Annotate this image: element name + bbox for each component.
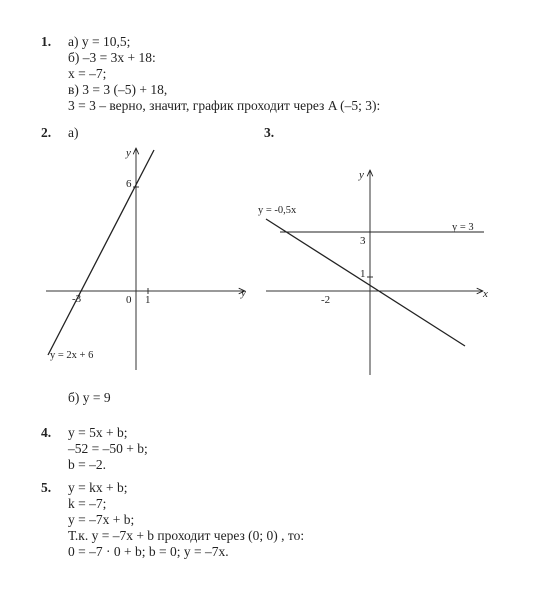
problem-1-line-d: 3 = 3 – верно, значит, график проходит через A (–5; 3): xyxy=(68,98,381,113)
graph-2-x-label: x xyxy=(483,288,488,300)
graph-1-tick-label-1: 1 xyxy=(145,294,151,306)
problem-2-number: 2. xyxy=(41,125,52,140)
graph-2-series-label-y3: y = 3 xyxy=(452,222,474,233)
graph-2-series-label-line: y = -0,5x xyxy=(258,205,297,216)
graph-1-tick-label-m3: -3 xyxy=(72,293,82,305)
graph-2-line xyxy=(266,219,465,346)
problem-1-number: 1. xyxy=(41,34,52,49)
problem-1-line-b2: x = –7; xyxy=(68,66,107,81)
problem-1-line-c: в) 3 = 3 (–5) + 18, xyxy=(68,82,168,97)
problem-4-number: 4. xyxy=(41,425,52,440)
problem-4-line-1: y = 5x + b; xyxy=(68,425,128,440)
problem-5-line-4: Т.к. y = –7x + b проходит через (0; 0) , то: xyxy=(68,528,305,543)
problem-5-line-5: 0 = –7 · 0 + b; b = 0; y = –7x. xyxy=(68,544,229,559)
problem-4-line-2: –52 = –50 + b; xyxy=(68,441,148,456)
problem-2-part-a: а) xyxy=(68,125,79,140)
graph-1-x-label: y xyxy=(241,287,246,299)
problem-1-line-b: б) –3 = 3x + 18: xyxy=(68,50,156,65)
graph-1-tick-label-6: 6 xyxy=(126,178,132,190)
graph-2-tick-label-3: 3 xyxy=(360,235,366,247)
graph-1-y-label: y xyxy=(126,147,131,159)
problem-1-line-a: а) y = 10,5; xyxy=(68,34,131,49)
problem-5-number: 5. xyxy=(41,480,52,495)
problem-2-part-b: б) y = 9 xyxy=(68,390,111,405)
problem-5-line-1: y = kx + b; xyxy=(68,480,128,495)
graph-2-tick-label-m2: -2 xyxy=(321,294,331,306)
problem-5-line-2: k = –7; xyxy=(68,496,107,511)
graph-2-y-label: y xyxy=(359,169,364,181)
graph-2-tick-label-1: 1 xyxy=(360,268,366,280)
problem-5-line-3: y = –7x + b; xyxy=(68,512,135,527)
graph-1-series-label: y = 2x + 6 xyxy=(50,350,94,361)
problem-4-line-3: b = –2. xyxy=(68,457,106,472)
graph-1-tick-label-0: 0 xyxy=(126,294,132,306)
problem-3-number: 3. xyxy=(264,125,275,140)
